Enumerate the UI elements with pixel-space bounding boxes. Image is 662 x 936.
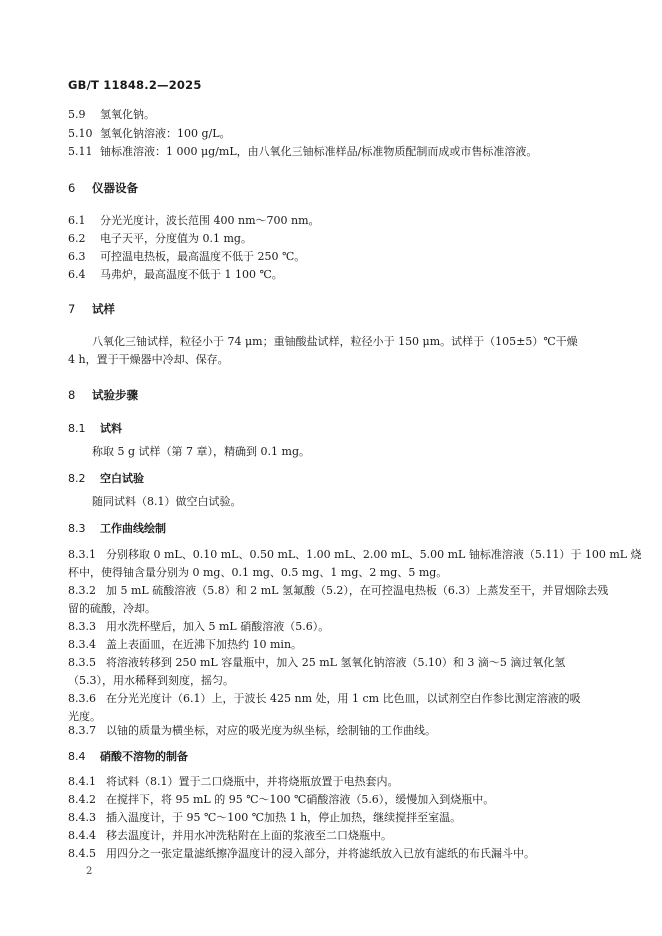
clause-number: 5.9 [68, 108, 86, 121]
clause-text: 加 5 mL 硫酸溶液（5.8）和 2 mL 氢氟酸（5.2），在可控温电热板（6.3）上蒸发至干，并冒烟除去残 [106, 584, 609, 597]
subsection-title: 硝酸不溶物的制备 [100, 750, 188, 763]
section-title: 试样 [92, 302, 115, 316]
paragraph-line: 随同试料（8.1）做空白试验。 [92, 495, 242, 508]
clause-number: 6.2 [68, 232, 86, 245]
procedure-step [68, 636, 302, 654]
clause-text: 将溶液转移到 250 mL 容量瓶中，加入 25 mL 氢氧化钠溶液（5.10）和 3 滴～5 滴过氧化氢 [106, 656, 566, 669]
procedure-step [68, 827, 392, 845]
subsection-title: 试料 [100, 422, 122, 435]
equipment-item [68, 248, 305, 266]
paragraph-line: 称取 5 g 试样（第 7 章），精确到 0.1 mg。 [92, 445, 310, 458]
document-id: GB/T 11848.2—2025 [68, 78, 202, 92]
clause-number: 8.4.3 [68, 811, 96, 824]
clause-number: 8.3.6 [68, 692, 96, 705]
clause-number: 8.4.5 [68, 847, 96, 860]
procedure-step [68, 773, 399, 791]
clause-text: 在搅拌下，将 95 mL 的 95 ℃～100 ℃硝酸溶液（5.6），缓慢加入到烧瓶中。 [106, 793, 495, 806]
procedure-step [68, 618, 329, 636]
section-title: 仪器设备 [92, 181, 138, 195]
subsection-title: 工作曲线绘制 [100, 522, 166, 535]
clause-number: 8.3.5 [68, 656, 96, 669]
procedure-step [68, 845, 535, 863]
subsection-number: 8.4 [68, 750, 86, 763]
clause-text: 铀标准溶液：1 000 μg/mL，由八氧化三铀标准样品/标准物质配制而成或市售标准溶液。 [100, 145, 538, 158]
section-heading [68, 387, 138, 403]
clause-text: 可控温电热板，最高温度不低于 250 ℃。 [100, 250, 306, 263]
paragraph-line: 八氧化三铀试样，粒径小于 74 μm；重铀酸盐试样，粒径小于 150 μm。试样于（105±5）℃干燥 [92, 335, 578, 348]
procedure-step [68, 690, 581, 708]
section-number: 7 [68, 302, 76, 316]
procedure-step-continuation: 杯中，使得铀含量分别为 0 mg、0.1 mg、0.5 mg、1 mg、2 mg、5 mg。 [68, 566, 448, 579]
clause-text: 移去温度计，并用水冲洗粘附在上面的浆液至二口烧瓶中。 [106, 829, 392, 842]
clause-number: 8.3.3 [68, 620, 96, 633]
procedure-step-continuation: 光度。 [68, 710, 101, 723]
section-number: 6 [68, 181, 76, 195]
clause-number: 6.1 [68, 214, 86, 227]
clause-text: 电子天平，分度值为 0.1 mg。 [100, 232, 252, 245]
clause-number: 8.4.4 [68, 829, 96, 842]
reagent-item [68, 106, 155, 124]
clause-number: 5.10 [68, 127, 93, 140]
reagent-item [68, 143, 537, 161]
clause-text: 将试料（8.1）置于二口烧瓶中，并将烧瓶放置于电热套内。 [106, 775, 399, 788]
subsection-heading [68, 470, 144, 486]
clause-text: 以铀的质量为横坐标，对应的吸光度为纵坐标，绘制铀的工作曲线。 [106, 724, 436, 737]
clause-number: 8.4.2 [68, 793, 96, 806]
subsection-number: 8.3 [68, 522, 86, 535]
subsection-heading [68, 420, 122, 436]
clause-number: 6.3 [68, 250, 86, 263]
clause-text: 用四分之一张定量滤纸擦净温度计的浸入部分，并将滤纸放入已放有滤纸的布氏漏斗中。 [106, 847, 535, 860]
procedure-step-continuation: 留的硫酸，冷却。 [68, 602, 156, 615]
subsection-heading [68, 520, 166, 536]
clause-number: 8.4.1 [68, 775, 96, 788]
clause-text: 在分光光度计（6.1）上，于波长 425 nm 处，用 1 cm 比色皿，以试剂空白作参比测定溶液的吸 [106, 692, 581, 705]
procedure-step [68, 546, 642, 564]
subsection-heading [68, 748, 188, 764]
equipment-item [68, 266, 283, 284]
procedure-step [68, 654, 565, 672]
clause-text: 用水洗杯壁后，加入 5 mL 硝酸溶液（5.6）。 [106, 620, 330, 633]
paragraph-line: 4 h，置于干燥器中冷却、保存。 [68, 353, 229, 366]
clause-number: 8.3.1 [68, 548, 96, 561]
clause-text: 马弗炉，最高温度不低于 1 100 ℃。 [100, 268, 283, 281]
procedure-step-continuation: （5.3），用水稀释到刻度，摇匀。 [68, 674, 234, 687]
procedure-step [68, 722, 436, 740]
page-number: 2 [86, 866, 93, 877]
reagent-item [68, 125, 231, 143]
clause-text: 分光光度计，波长范围 400 nm～700 nm。 [100, 214, 320, 227]
clause-text: 氢氧化钠溶液：100 g/L。 [100, 127, 231, 140]
clause-text: 分别移取 0 mL、0.10 mL、0.50 mL、1.00 mL、2.00 mL、5.00 mL 铀标准溶液（5.11）于 100 mL 烧 [106, 548, 642, 561]
clause-number: 6.4 [68, 268, 86, 281]
clause-number: 8.3.2 [68, 584, 96, 597]
clause-text: 氢氧化钠。 [100, 108, 155, 121]
clause-number: 8.3.7 [68, 724, 96, 737]
equipment-item [68, 230, 252, 248]
section-title: 试验步骤 [92, 388, 138, 402]
section-heading [68, 180, 138, 196]
clause-text: 插入温度计，于 95 ℃～100 ℃加热 1 h，停止加热，继续搅拌至室温。 [106, 811, 462, 824]
section-number: 8 [68, 388, 76, 402]
clause-number: 8.3.4 [68, 638, 96, 651]
subsection-title: 空白试验 [100, 472, 144, 485]
section-heading [68, 301, 115, 317]
equipment-item [68, 212, 320, 230]
subsection-number: 8.2 [68, 472, 86, 485]
procedure-step [68, 582, 608, 600]
procedure-step [68, 809, 461, 827]
subsection-number: 8.1 [68, 422, 86, 435]
clause-text: 盖上表面皿，在近沸下加热约 10 min。 [106, 638, 303, 651]
procedure-step [68, 791, 494, 809]
clause-number: 5.11 [68, 145, 93, 158]
